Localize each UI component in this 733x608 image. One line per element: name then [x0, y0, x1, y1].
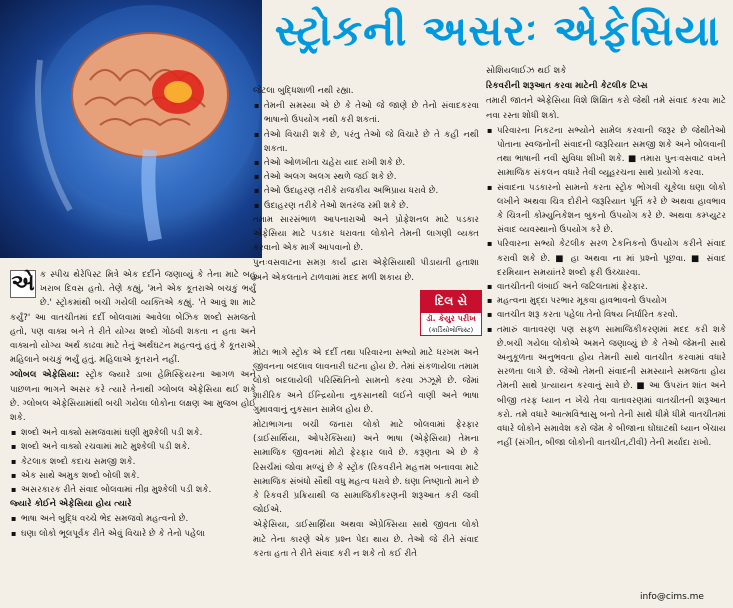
column-tag: દિલ સે — [420, 290, 482, 312]
list-item: ▪ અસરકારક રીતે સંવાદ બોલવામાં તીવ્ર મુશ્કેલી પડી શકે. — [10, 483, 256, 497]
column-1 — [10, 268, 256, 608]
author-name: ડૉ. કેયુર પરીખ — [426, 314, 476, 323]
list-item: ▪ તમારું વાતાવરણ પણ સફળ સામાજિકીકરણમાં મદદ કરી શકે છે.બચી ગયેલા લોકોએ અમને જણાવ્યું છે કે તેઓ જેમની સાથે અનુકૂળતા અનુભવતા હોય તેમની સાથે વાતચીત કરવામાં વધારે સરળતા લાગે છે. જેઓ તેમની સંવાદની સમસ્યાને સમજતા હોય તેમની સાથે પ્રત્યાયન કરવાનું સાવે છે. ■ આ ઉપરાંત શાંત અને બીજી તરફ ધ્યાન ન ખેંચે તેવા વાતાવરણમાં વાતચીતની શરૂઆત કરો. તમે વધારે આત્મવિશ્વાસુ બનો તેની સાથે ધીમે ધીમે વાતચીતમાં વધારે લોકોને સમાવેશ કરો જેમ કે બીજાના ઘોંઘાટથી ધ્યાન બેંચાય નહીં (સંગીત, બીજા લોકોની વાતચીત,ટીવી) તેની મર્યાદા રાખો. — [486, 323, 726, 451]
list-item: ▪ પરિવારના નિકટના સભ્યોને સામેલ કરવાની જરૂર છે જેથીતેઓ પોતાના સ્વજનોની સંવાદની જરૂરિયાત સમજી શકે અને બોલવાની તથા ભાષાની નવી સુવિધા શીખી શકે. ■ તમારા પુનઃવસવાટ વખતે સામાજિક સંકલન વધારે તેવી વ્યૂહરચના સાથે પ્રયોગો કરવા. — [486, 124, 726, 181]
byline-box — [420, 290, 482, 336]
subheading: રિકવરીની શરૂઆત કરવા માટેની કેટલીક ટિપ્સ — [486, 81, 648, 92]
paragraph: પુનઃવસવાટના સમગ્ર કાર્ય દ્વારા એફેસિયાથી પીડાયતી હતાશા અને એકલતાને ટાળવામાં મદદ મળી શકાય છે. — [253, 258, 479, 283]
symptom-list — [10, 426, 256, 497]
recovery-tips-list — [486, 124, 726, 451]
intro-paragraph: એ ક સ્પીચ થેરેપિસ્ટ મિત્રે એક દર્દીને જણાવ્યું કે તેના માટે બહુ ખરાબ દિવસ હતો. તેણે કહ્યું, 'મને એક કૂતરાએ બચકું ભર્યું છે.' સ્ટ્રોકમાંથી બચી ગયેલી વ્યક્તિએ કહ્યું. 'તે આવું શા માટે કર્યું?' આ વાતચીતમાં દર્દી બોલવામાં આવેલા બેઝિક શબ્દો સમજતો હતો, પણ વાક્ય બને તે રીતે યોગ્ય શબ્દો ગોઠવી શકતા ન હતા અને વાક્યનો યોગ્ય અર્થ કાઢવા માટે તેનું અર્થઘટન મહત્વનું હતું કે કૂતરાએ મહિલાને બચકું ભર્યું હતું. મહિલાએ કૂતરાને નહીં. — [10, 270, 256, 366]
list-item: ▪ કેટલાક શબ્દો કદાચ સમજી શકે. — [10, 455, 256, 469]
list-item: ▪ શબ્દો અને વાક્યો સમજવામાં ઘણી મુશ્કેલી પડી શકે. — [10, 426, 256, 440]
contact-email[interactable]: info@cims.me — [640, 592, 704, 602]
global-aphasia-paragraph: ગ્લોબલ એફેસિયા: સ્ટ્રોક જ્યારે ડાબા હેમિસ્ફિયરના આગળ અને પાછળના ભાગને અસર કરે ત્યારે તેનાથી ગ્લોબલ એફેસિયા થઈ શકે છે. ગ્લોબલ એફેસિયામાંથી બચી ગયેલા લોકોના લક્ષણ આ મુજબ હોઈ શકે. — [10, 370, 256, 424]
drop-cap: એ — [11, 271, 35, 296]
list-item: ▪ ઉદાહરણ તરીકે તેઓ શતરંજ રમી શકે છે. — [253, 199, 479, 213]
list-item: ▪ મહત્વના મુદ્દા પરભાર મૂકવા હાવભાવનો ઉપયોગ — [486, 294, 726, 308]
list-item: ▪ વાતચીત શરૂ કરતા પહેલા તેનો વિષય નિર્ધારિત કરવો. — [486, 308, 726, 322]
list-item: ▪ ઘણા લોકો ભૂલપૂર્વક રીતે એવું વિચારે છે કે તેનો પહેલા — [10, 527, 256, 541]
paragraph: જેટલા બુદ્ધિશાળી નથી રહ્યા. — [253, 86, 354, 96]
list-item: ▪ તેમની સમસ્યા એ છે કે તેઓ જે જાણે છે તેનો સંવાદકરવા ભાષાનો ઉપયોગ નથી કરી શકતાં. — [253, 99, 479, 127]
list-item: ▪ સંવાદના પડકારનો સામનો કરતા સ્ટ્રોક ભોગવી ચૂકેલા ઘણા લોકો લખીને અથવા ચિત્ર દોરીને જરૂરિયાત પૂર્તિ કરે છે અથવા હાવભાવ કે ચિત્રની કોમ્યુનિકેશન બુકનો ઉપયોગ કરે છે. અથવા કમ્પ્યુટર સંવાદ વ્યવસ્થાનો ઉપયોગ કરે છે. — [486, 181, 726, 238]
paragraph: એફેસિયા, ડાઈસાર્થ્રિયા અથવા એપ્રેક્સિયા સાથે જીવતા લોકો માટે તેના કારણે એક પ્રશ્ન પેદા થાય છે. તેઓ જે રીતે સંવાદ કરતા હતા તે રીતે સંવાદ કરી ન શકે તો કઈ રીતે — [253, 520, 479, 559]
paragraph: સોશિયલાઈઝ થઈ શકે — [486, 66, 567, 76]
list-item: ▪ તેઓ વિચારી શકે છે, પરંતુ તેઓ જે વિચારે છે તે કહી નથી શકતા. — [253, 128, 479, 156]
list-item: ▪ તેઓ ઉદાહરણ તરીકે રાજકીય અભિપ્રાય ધરાવે છે. — [253, 184, 479, 198]
brain-illustration — [0, 0, 262, 258]
list-item: ▪ પરિવારના સભ્યો કેટલીક સરળ ટેકનિકનો ઉપયોગ કરીને સંવાદ કરાવી શકે છે. ■ હા અથવા ના માં પ્રશ્નો પૂછવા. ■ સંવાદ દરમિયાન સમયાંતરે શબ્દો ફરી ઉચ્ચારવા. — [486, 237, 726, 280]
column-2-lower — [253, 346, 479, 608]
author-role: (કાર્ડિયોલોજિસ્ટ) — [428, 326, 474, 334]
subheading: જ્યારે કોઈને એફેસિયા હોય ત્યારે — [10, 499, 132, 510]
paragraph: મોટાભાગના બચી જનારા લોકો માટે બોલવામાં ફેરફાર (ડાઈસાર્થિયા, ઓપરેક્સિયા) અને ભાષા (એફેસિયા) તેમના સામાજિક જીવનમાં મોટો ફેરફાર લાવે છે. કરૂણતા એ છે કે રિસર્ચમાં જોવા મળ્યું છે કે સ્ટ્રોક (રિકવરીને મહત્તમ બનાવવા માટે સામાજિક સંબંધો સૌથી વધુ મહત્વ ધરાવે છે. ઘણા નિષ્ણાતો માને છે કે રિકવરી પ્રક્રિયાથી જ સામાજિકીકરણની શરૂઆત કરી જવી જોઈએ. — [253, 420, 479, 516]
list-item: ▪ ભાષા અને બુદ્ધિ વચ્ચે ભેદ સમજવો મહત્વનો છે. — [10, 512, 256, 526]
column-2 — [253, 84, 479, 304]
list-item: ▪ એક સાથે અમુક શબ્દો બોલી શકે. — [10, 469, 256, 483]
list-item: ▪ તેઓ ઓળખીતા ચહેરા યાદ રાખી શકે છે. — [253, 156, 479, 170]
article-title: સ્ટ્રોકની અસરઃ એફેસિયા — [274, 6, 721, 55]
tips-list — [10, 512, 256, 540]
paragraph: તમારી જાતને એફેસિયા વિશે શિક્ષિત કરો જેથી તમે સંવાદ કરવા માટે નવા રસ્તા શોધી શકો. — [486, 96, 726, 121]
list-item: ▪ શબ્દો અને વાક્યો રચવામાં માટે મુશ્કેલી પડી શકે. — [10, 440, 256, 454]
brain-scan-image — [0, 0, 262, 258]
paragraph: તમામ સારસંભાળ આપનારાઓ અને પ્રોફેશનલ માટે પડકાર એફેસિયા માટે પડકાર ધરાવતા લોકોને તેમની લાગણી વ્યક્ત કરવાનો એક માર્ગ આપવાનો છે. — [253, 214, 479, 254]
column-3 — [486, 64, 726, 606]
list-item: ▪ વાતચીતની લંબાઈ અને જટિલતામાં ફેરફાર. — [486, 280, 726, 294]
paragraph: મોટા ભાગે સ્ટ્રોક એ દર્દી તથા પરિવારના સભ્યો માટે ધરખમ અને જીવનના બદલાવ લાવનારી ઘટના હોય છે. તેમાં સંકળાયેલા તમામ લોકો બદલાયેલી પરિસ્થિતિનો સામનો કરવા ઝઝૂમે છે. જેમાં શારીરિક અને ઈન્દ્રિયોના નુકસાનથી લઈને વાણી અને ભાષા ગુમાવવાનું નુકસાન સામેલ હોય છે. — [253, 348, 479, 415]
list-item: ▪ તેઓ અલગ અલગ સ્થળે જઈ શકે છે. — [253, 170, 479, 184]
ability-list — [253, 99, 479, 213]
